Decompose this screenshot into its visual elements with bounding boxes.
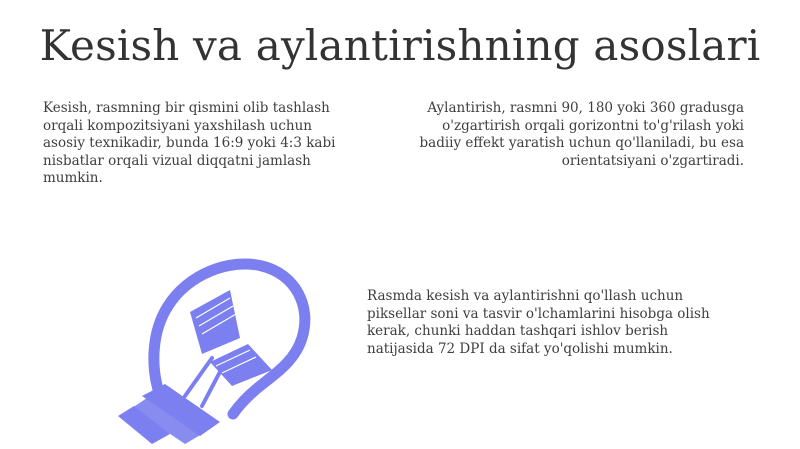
bulb-filament [202, 368, 222, 406]
paragraph-cropping: Kesish, rasmning bir qismini olib tashlash orqali kompozitsiyani yaxshilash uchun asosiy texnikadir, bunda 16:9 yoki 4:3 kabi nisbatlar orqali vizual diqqatni jamlash mumkin. [43, 100, 336, 186]
book-left-page [190, 290, 240, 354]
paragraph-rotation: Aylantirish, rasmni 90, 180 yoki 360 gradusga o'zgartirish orqali gorizontni to'g'rilash yoki badiiy effekt yaratish uchun qo'llaniladi, bu esa orientatsiyani o'zgartiradi. [419, 100, 744, 169]
bulb-filament [185, 358, 212, 396]
paragraph-resolution: Rasmda kesish va aylantirishni qo'llash uchun piksellar soni va tasvir o'lchamlarini hisobga olish kerak, chunki haddan tashqari ishlov berish natijasida 72 DPI da sifat yo'qolishi mumkin. [367, 288, 710, 357]
lightbulb-book-icon [90, 246, 320, 446]
slide-title: Kesish va aylantirishning asoslari [39, 21, 761, 70]
